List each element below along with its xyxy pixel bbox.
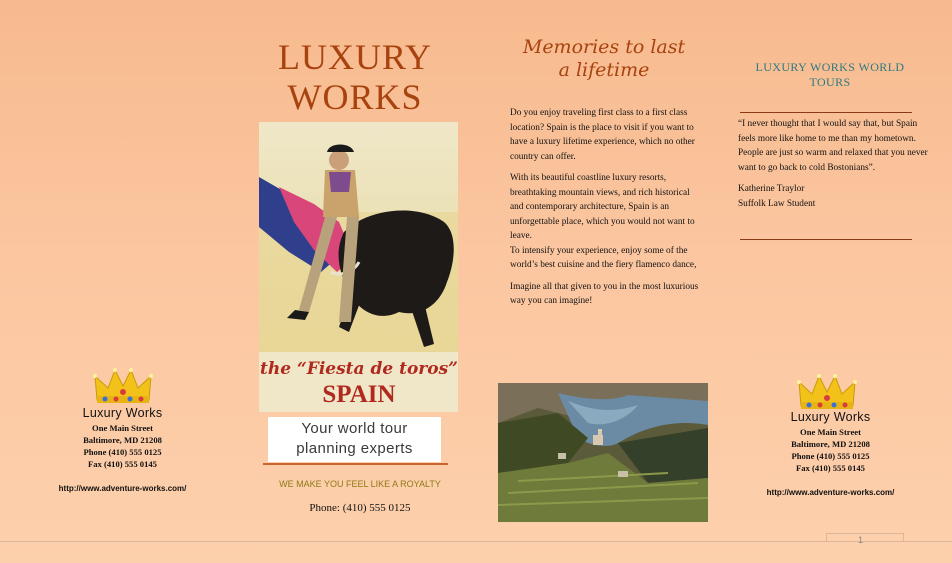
spain-landscape-photo [498, 383, 708, 522]
page-number: 1 [858, 535, 864, 545]
spain-bullfight-poster [259, 122, 458, 412]
left-panel [0, 0, 245, 541]
poster-illustration [259, 122, 458, 412]
tagline-box [268, 417, 441, 462]
company-name: Luxury Works [790, 410, 871, 424]
testimonial-author-title: Suffolk Law Student [738, 198, 816, 209]
paragraph: Imagine all that given to you in the most luxurious way you can imagine! [510, 281, 699, 306]
title-line: TOURS [809, 75, 851, 89]
address-block [763, 426, 898, 474]
address-line: Phone (410) 555 0125 [83, 447, 162, 457]
brand-title [255, 37, 455, 117]
crown-icon [797, 370, 857, 412]
address-line: Phone (410) 555 0125 [791, 451, 870, 461]
royalty-slogan: WE MAKE YOU FEEL LIKE A ROYALTY [279, 479, 441, 489]
address-line: Fax (410) 555 0145 [796, 463, 865, 473]
poster-country: SPAIN [322, 381, 396, 408]
crown-icon [93, 364, 153, 406]
address-line: One Main Street [92, 423, 153, 433]
tagline-line: planning experts [296, 440, 413, 457]
website-url[interactable]: http://www.adventure-works.com/ [766, 488, 895, 497]
footer-tab [826, 533, 904, 542]
testimonial-quote: “I never thought that I would say that, but Spain feels more like home to me than my hometown. People are just so warm and relaxed that you never want to go back to cold Bostonians”. [738, 119, 928, 173]
address-line: Fax (410) 555 0145 [88, 459, 157, 469]
brand-line: WORKS [287, 77, 423, 117]
landscape-illustration [498, 383, 708, 522]
address-line: Baltimore, MD 21208 [791, 439, 870, 449]
poster-caption: the “Fiesta de toros” [260, 359, 458, 379]
paragraph: Do you enjoy traveling first class to a first class location? Spain is the place to visit if you want to have a luxury lifetime experience, which no other country can offer. [510, 108, 695, 162]
address-line: One Main Street [800, 427, 861, 437]
divider [263, 463, 448, 465]
brand-line: LUXURY [277, 37, 432, 77]
memories-heading [497, 36, 711, 82]
tours-title [738, 60, 922, 90]
testimonial [738, 117, 928, 211]
address-line: Baltimore, MD 21208 [83, 435, 162, 445]
address-block [55, 422, 190, 470]
company-name: Luxury Works [82, 406, 163, 420]
website-url[interactable]: http://www.adventure-works.com/ [58, 484, 187, 493]
heading-line: a lifetime [558, 59, 650, 81]
paragraph: With its beautiful coastline luxury resorts, breathtaking mountain views, and rich historical and contemporary architecture, Spain is an unforgettable place, which you would not want to leave. [510, 173, 695, 241]
divider [740, 112, 912, 113]
testimonial-author: Katherine Traylor [738, 184, 805, 194]
heading-line: Memories to last [522, 36, 686, 58]
divider [740, 239, 912, 240]
paragraph: To intensify your experience, enjoy some of the world’s best cuisine and the fiery flamenco dance, [510, 245, 697, 270]
page-footer-rule [0, 541, 952, 542]
phone-number: Phone: (410) 555 0125 [309, 502, 411, 514]
tagline-line: Your world tour [301, 420, 408, 437]
title-line: LUXURY WORKS WORLD [755, 60, 905, 74]
spain-description [510, 106, 700, 316]
